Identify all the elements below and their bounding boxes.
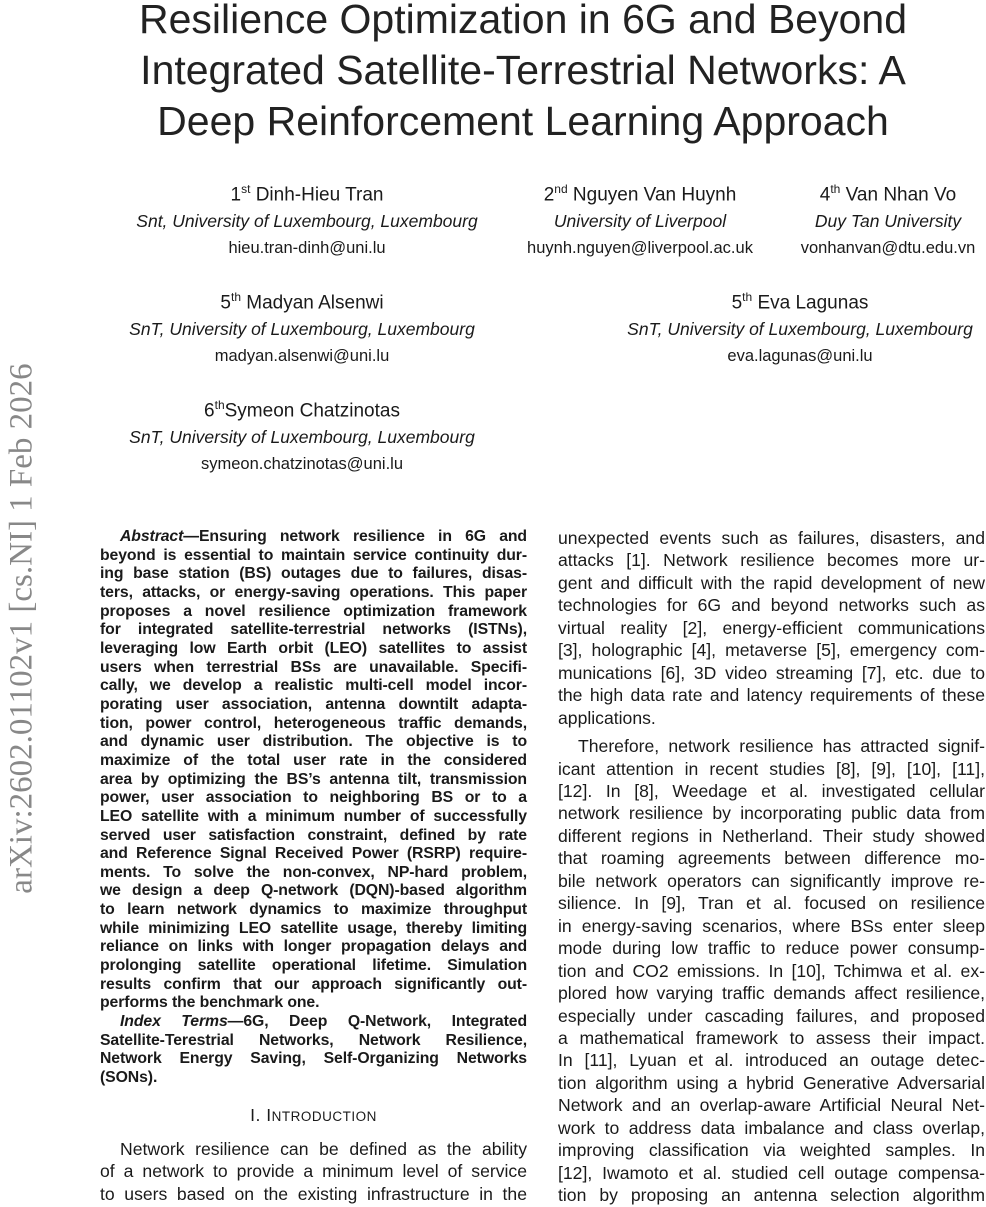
author-affiliation: SnT, University of Luxembourg, Luxembourg: [129, 427, 475, 448]
text-line: beyond is essential to maintain service continuity dur-: [100, 546, 527, 564]
text-line: gent and difficult with the rapid development of new: [558, 572, 985, 593]
text-line: silience. In [9], Tran et al. focused on resilience: [558, 893, 985, 914]
author-block: [136, 176, 477, 261]
text-line: [12], Iwamoto et al. studied cell outage compensa-: [558, 1162, 985, 1183]
text-line: [12]. In [8], Weedage et al. investigated cellular: [558, 780, 985, 801]
text-line: performs the benchmark one.: [100, 994, 320, 1012]
text-line: different regions in Netherland. Their study showed: [558, 825, 985, 846]
text-line: served user satisfaction constraint, defined by rate: [100, 826, 527, 844]
text-line: improving classification via weighted samples. In: [558, 1140, 985, 1161]
author-email[interactable]: hieu.tran-dinh@uni.lu: [228, 239, 386, 258]
text-line: ments. To solve the non-convex, NP-hard problem,: [100, 863, 527, 881]
text-line: Therefore, network resilience has attracted signif-: [578, 736, 985, 757]
text-line: a mathematical framework to assess their impact.: [558, 1027, 985, 1048]
arxiv-identifier: arXiv:2602.01102v1 [cs.NI] 1 Feb 2026: [3, 363, 40, 894]
text-line: tion by proposing an antenna selection algorithm: [558, 1185, 985, 1206]
paragraph: [558, 735, 985, 1207]
text-line: tion algorithm using a hybrid Generative Adversarial: [558, 1072, 985, 1093]
text-line: attacks [1]. Network resilience becomes more ur-: [558, 550, 985, 571]
author-block: [801, 176, 976, 261]
text-line: ters, attacks, or energy-saving operations. This paper: [100, 583, 527, 601]
text-line: area by optimizing the BS’s antenna tilt, transmission: [100, 770, 527, 788]
author-block: [627, 284, 973, 369]
text-line: work to address data imbalance and class overlap,: [558, 1117, 985, 1138]
text-line: Satellite-Terestrial Networks, Network Resilience,: [100, 1031, 527, 1049]
text-line: porating user association, antenna downtilt adapta-: [100, 695, 527, 713]
text-line: [3], holographic [4], metaverse [5], emergency com-: [558, 640, 985, 661]
text-line: tion and CO2 emissions. In [10], Tchimwa et al. ex-: [558, 960, 985, 981]
author-name: 5th Madyan Alsenwi: [220, 290, 384, 314]
author-name: 1st Dinh-Hieu Tran: [230, 182, 384, 206]
text-line: of a network to provide a minimum level of service: [100, 1161, 527, 1182]
text-line: technologies for 6G and beyond networks such as: [558, 595, 985, 616]
abstract: [100, 528, 527, 1013]
text-line: for integrated satellite-terrestrial networks (ISTNs),: [100, 621, 527, 639]
text-line: Network and an overlap-aware Artificial Neural Net-: [558, 1095, 985, 1116]
index-terms: [100, 1013, 527, 1088]
author-name: 6thSymeon Chatzinotas: [204, 398, 400, 422]
text-line: munications [6], 3D video streaming [7], etc. due to: [558, 662, 985, 683]
paragraph: [558, 527, 985, 729]
author-block: [129, 392, 475, 477]
title-line: Deep Reinforcement Learning Approach: [157, 98, 889, 144]
text-line: proposes a novel resilience optimization framework: [100, 602, 527, 620]
section-heading-introduction: I. INTRODUCTION: [250, 1104, 377, 1125]
author-email[interactable]: eva.lagunas@uni.lu: [727, 347, 873, 366]
text-line: results confirm that our approach significantly out-: [100, 975, 527, 993]
left-column: [100, 528, 527, 1205]
author-affiliation: Snt, University of Luxembourg, Luxembourg: [136, 211, 478, 232]
text-line: Index Terms—6G, Deep Q-Network, Integrated: [120, 1013, 527, 1031]
text-line: In [11], Lyuan et al. introduced an outage detec-: [558, 1050, 985, 1071]
text-line: and Reference Signal Received Power (RSRP) require-: [100, 845, 527, 863]
text-line: power, user association to neighboring BS or to a: [100, 789, 527, 807]
text-line: Network resilience can be defined as the ability: [120, 1138, 527, 1159]
text-line: tion, power control, heterogeneous traffic demands,: [100, 714, 527, 732]
author-email[interactable]: symeon.chatzinotas@uni.lu: [200, 455, 404, 474]
text-line: applications.: [558, 707, 656, 728]
text-line: maximize of the total user rate in the considered: [100, 751, 527, 769]
author-affiliation: SnT, University of Luxembourg, Luxembourg: [129, 319, 475, 340]
text-line: plored how varying traffic demands affect resilience,: [558, 983, 985, 1004]
author-block: [129, 284, 475, 369]
text-line: that roaming agreements between difference mo-: [558, 848, 985, 869]
text-line: bile network operators can significantly improve re-: [558, 870, 985, 891]
text-line: leveraging low Earth orbit (LEO) satellites to assist: [100, 639, 527, 657]
text-line: ing base station (BS) outages due to failures, disas-: [100, 565, 527, 583]
text-line: especially under cascading failures, and proposed: [558, 1005, 985, 1026]
label: Abstract: [120, 528, 184, 545]
text-line: Network Energy Saving, Self-Organizing Networks: [100, 1050, 527, 1068]
author-email[interactable]: vonhanvan@dtu.edu.vn: [800, 239, 976, 258]
text-line: and dynamic user distribution. The objective is to: [100, 733, 527, 751]
text-line: icant attention in recent studies [8], [9], [10], [11],: [558, 758, 985, 779]
author-affiliation: Duy Tan University: [814, 211, 962, 232]
text-line: reliance on links with longer propagation delays and: [100, 938, 527, 956]
intro-paragraph: [100, 1138, 527, 1205]
text-line: while minimizing LEO satellite usage, thereby limiting: [100, 919, 527, 937]
text-line: we design a deep Q-network (DQN)-based algorithm: [100, 882, 527, 900]
label: Index Terms: [120, 1013, 228, 1031]
author-affiliation: University of Liverpool: [553, 211, 727, 232]
title-line: Resilience Optimization in 6G and Beyond: [138, 0, 908, 42]
author-name: 5th Eva Lagunas: [731, 290, 869, 314]
text-line: unexpected events such as failures, disasters, and: [558, 528, 985, 548]
text-line: users when terrestrial BSs are unavailable. Specifi-: [100, 658, 527, 676]
title-line: Integrated Satellite-Terrestrial Networks: A: [140, 47, 906, 93]
author-email[interactable]: madyan.alsenwi@uni.lu: [214, 347, 390, 366]
text-line: in energy-saving scenarios, where BSs enter sleep: [558, 915, 985, 936]
text-line: Abstract—Ensuring network resilience in 6G and: [120, 528, 527, 545]
right-column: [558, 527, 985, 1207]
text-line: LEO satellite with a minimum number of successfully: [100, 807, 527, 825]
text-line: cally, we develop a realistic multi-cell model incor-: [100, 677, 527, 695]
author-affiliation: SnT, University of Luxembourg, Luxembourg: [627, 319, 973, 340]
text-line: mode during low traffic to reduce power consump-: [558, 938, 985, 959]
author-block: [527, 176, 753, 261]
text-line: to users based on the existing infrastructure in the: [100, 1183, 527, 1204]
text-line: virtual reality [2], energy-efficient communications: [558, 617, 985, 638]
text-line: the high data rate and latency requirements of these: [558, 685, 985, 706]
text-line: prolonging satellite operational lifetime. Simulation: [100, 957, 527, 975]
text-line: (SONs).: [100, 1069, 158, 1087]
author-name: 4th Van Nhan Vo: [819, 182, 957, 206]
text-line: network resilience by incorporating public data from: [558, 803, 985, 824]
text-line: to learn network dynamics to maximize throughput: [100, 901, 527, 919]
author-email[interactable]: huynh.nguyen@liverpool.ac.uk: [527, 239, 753, 258]
author-name: 2nd Nguyen Van Huynh: [543, 182, 737, 206]
paper-title: [60, 0, 986, 147]
